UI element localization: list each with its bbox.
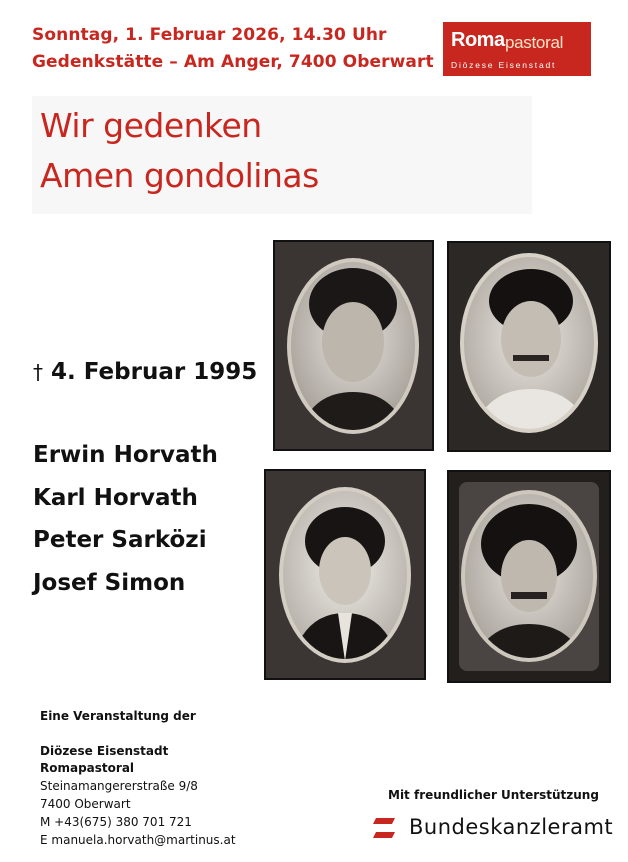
organizer-heading: Eine Veranstaltung der [40,709,196,723]
page-title-line-2: Amen gondolinas [40,156,319,195]
organizer-phone: M +43(675) 380 701 721 [40,815,192,829]
logo-roma: Roma [451,29,505,51]
death-date-text: 4. Februar 1995 [51,359,258,385]
portrait-photo-2 [447,241,611,452]
portrait-photo-4 [447,470,611,683]
death-date [33,359,257,385]
portrait-photo-3 [264,469,426,680]
organizer-name-diocese: Diözese Eisenstadt [40,744,169,758]
logo-subtitle: Diözese Eisenstadt [451,60,557,70]
organizer-street: Steinamangererstraße 9/8 [40,779,198,793]
organizer-city: 7400 Oberwart [40,797,131,811]
organizer-name-romapastoral: Romapastoral [40,761,135,775]
victim-name: Karl Horvath [33,485,198,511]
portrait-photo-1 [273,240,434,451]
austria-flag-icon [373,818,395,838]
victim-name: Erwin Horvath [33,442,218,468]
victim-name: Peter Sarközi [33,527,207,553]
event-datetime: Sonntag, 1. Februar 2026, 14.30 Uhr [32,25,387,45]
event-location: Gedenkstätte – Am Anger, 7400 Oberwart [32,52,434,72]
romapastoral-logo [443,22,591,76]
sponsor-label: Mit freundlicher Unterstützung [388,788,599,802]
sponsor-name: Bundeskanzleramt [409,815,614,839]
victim-name: Josef Simon [33,570,186,596]
organizer-email: E manuela.horvath@martinus.at [40,833,236,847]
page-title-line-1: Wir gedenken [40,106,262,145]
cross-icon: † [33,360,43,384]
logo-pastoral: pastoral [505,33,564,52]
